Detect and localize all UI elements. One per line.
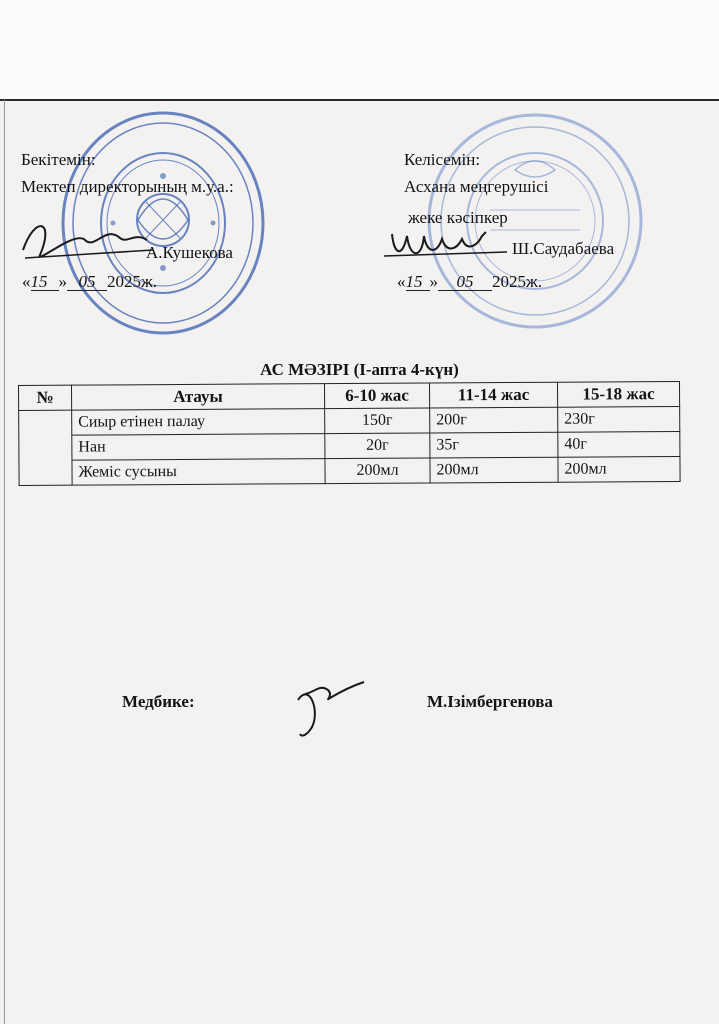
approve-date-month: 05 bbox=[67, 273, 107, 291]
manager-signature bbox=[382, 224, 512, 269]
approve-date-open: « bbox=[22, 272, 31, 291]
portion-cell: 230г bbox=[558, 406, 680, 432]
portion-cell: 200мл bbox=[430, 457, 558, 483]
director-signature bbox=[15, 210, 155, 280]
portion-cell: 200мл bbox=[325, 458, 430, 484]
nurse-name: М.Ізімбергенова bbox=[427, 692, 553, 711]
dish-name-cell: Жеміс сусыны bbox=[72, 459, 325, 486]
col-header-age-11-14: 11-14 жас bbox=[429, 382, 557, 408]
approve-heading: Бекітемін: bbox=[21, 150, 96, 169]
agree-position-line2: жеке кәсіпкер bbox=[408, 208, 508, 227]
agree-date-mid: » bbox=[429, 272, 438, 291]
approve-position: Мектеп директорының м.у.а.: bbox=[21, 177, 234, 196]
approve-date-mid: » bbox=[58, 272, 67, 291]
col-header-name: Атауы bbox=[72, 384, 325, 411]
agree-date bbox=[397, 273, 542, 291]
portion-cell: 150г bbox=[325, 408, 430, 434]
agree-signer: Ш.Саудабаева bbox=[512, 239, 615, 258]
table-row bbox=[19, 456, 680, 485]
agree-position-line1: Асхана меңгерушісі bbox=[404, 177, 549, 196]
nurse-label: Медбике: bbox=[122, 692, 195, 711]
col-header-age-15-18: 15-18 жас bbox=[557, 381, 679, 407]
portion-cell: 200г bbox=[430, 407, 558, 433]
approve-date-day: 15 bbox=[31, 273, 59, 291]
agree-heading: Келісемін: bbox=[404, 150, 481, 169]
nurse-signature bbox=[290, 672, 370, 742]
agree-date-open: « bbox=[397, 272, 406, 291]
agree-date-month: 05 bbox=[438, 273, 492, 291]
number-cell bbox=[19, 410, 72, 485]
dish-name-cell: Нан bbox=[72, 434, 325, 461]
portion-cell: 40г bbox=[558, 431, 680, 457]
dish-name-cell: Сиыр етінен палау bbox=[72, 409, 325, 436]
col-header-age-6-10: 6-10 жас bbox=[324, 383, 429, 409]
menu-title: АС МӘЗІРІ (І-апта 4-күн) bbox=[260, 360, 459, 379]
frame-top-border bbox=[0, 99, 719, 101]
page-top-margin bbox=[0, 0, 719, 100]
menu-table bbox=[18, 381, 681, 486]
col-header-number: № bbox=[19, 385, 72, 410]
approve-date-year: 2025ж. bbox=[107, 272, 157, 291]
portion-cell: 20г bbox=[325, 433, 430, 459]
agree-date-year: 2025ж. bbox=[492, 272, 542, 291]
frame-left-border bbox=[4, 100, 5, 1024]
portion-cell: 200мл bbox=[558, 456, 680, 482]
portion-cell: 35г bbox=[430, 432, 558, 458]
approve-signer: А.Кушекова bbox=[146, 243, 233, 262]
agree-date-day: 15 bbox=[406, 273, 430, 291]
